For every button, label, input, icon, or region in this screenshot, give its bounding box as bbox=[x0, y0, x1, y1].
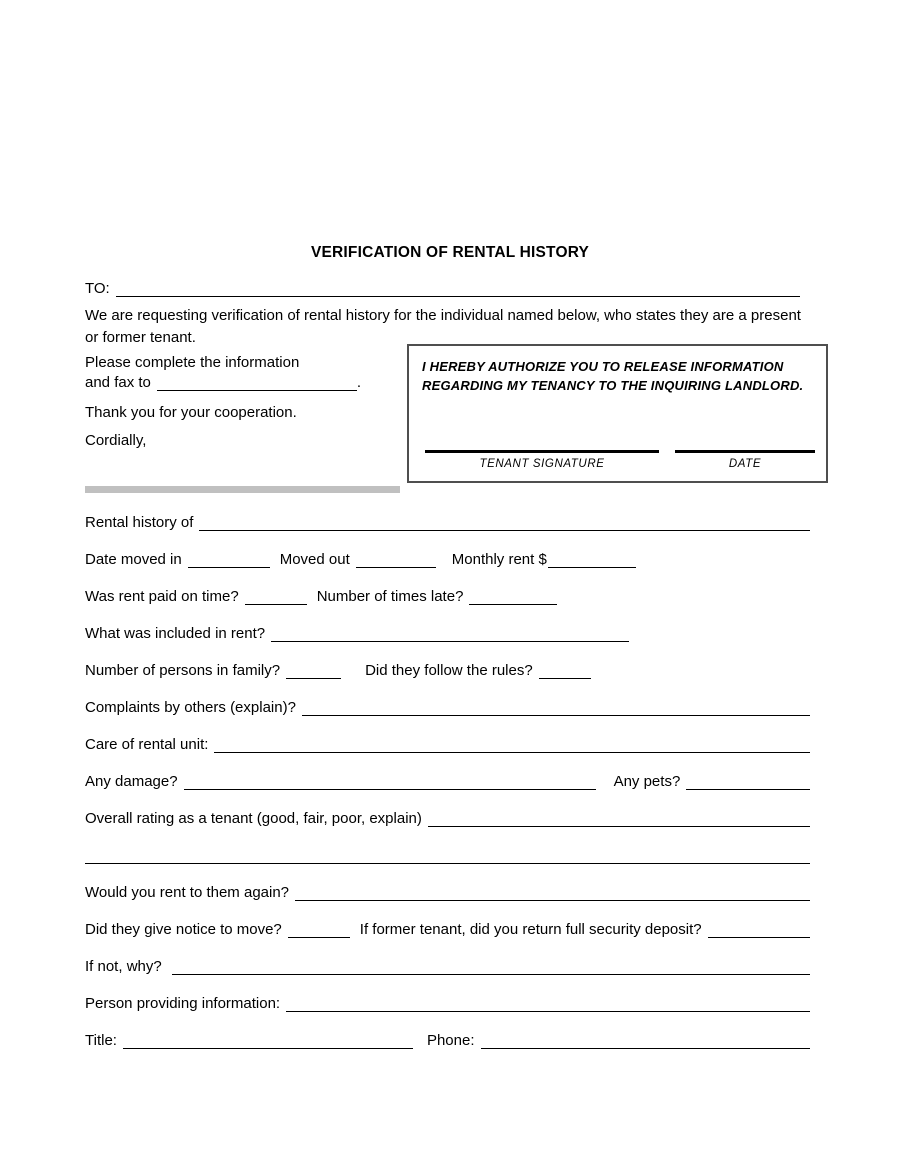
included-in-rent-row bbox=[85, 625, 810, 642]
follow-rules-label: Did they follow the rules? bbox=[365, 662, 533, 679]
to-row bbox=[85, 280, 800, 297]
complaints-row bbox=[85, 699, 810, 716]
rental-history-label: Rental history of bbox=[85, 514, 194, 531]
included-in-rent-label: What was included in rent? bbox=[85, 625, 266, 642]
signature-date-label: DATE bbox=[728, 458, 762, 470]
rent-on-time-row bbox=[85, 588, 810, 605]
rent-again-label: Would you rent to them again? bbox=[85, 884, 290, 901]
rent-on-time-label: Was rent paid on time? bbox=[85, 588, 239, 605]
times-late-label: Number of times late? bbox=[316, 588, 464, 605]
any-damage-label: Any damage? bbox=[85, 773, 178, 790]
rating-continuation-row bbox=[85, 847, 810, 864]
monthly-rent-label: Monthly rent $ bbox=[451, 551, 547, 568]
to-field-line[interactable] bbox=[116, 282, 800, 297]
rent-again-line[interactable] bbox=[295, 886, 810, 901]
any-damage-line[interactable] bbox=[184, 775, 596, 790]
tenant-signature-line[interactable] bbox=[425, 450, 659, 470]
rent-on-time-line[interactable] bbox=[245, 590, 307, 605]
title-line[interactable] bbox=[123, 1034, 413, 1049]
security-deposit-label: If former tenant, did you return full security deposit? bbox=[359, 921, 702, 938]
section-divider-bar bbox=[85, 486, 400, 493]
notice-deposit-row bbox=[85, 921, 810, 938]
moved-out-label: Moved out bbox=[279, 551, 350, 568]
rental-history-line[interactable] bbox=[199, 516, 810, 531]
care-of-unit-row bbox=[85, 736, 810, 753]
to-label: TO: bbox=[85, 280, 110, 297]
request-paragraph: We are requesting verification of rental history for the individual named below, who states they are a present or former tenant. bbox=[85, 307, 801, 346]
person-providing-row bbox=[85, 995, 810, 1012]
fax-period: . bbox=[356, 374, 362, 391]
thank-you-text: Thank you for your cooperation. bbox=[85, 404, 297, 421]
notice-to-move-label: Did they give notice to move? bbox=[85, 921, 282, 938]
if-not-why-line[interactable] bbox=[172, 960, 810, 975]
page-title: VERIFICATION OF RENTAL HISTORY bbox=[310, 244, 590, 261]
fax-label: and fax to bbox=[85, 374, 151, 391]
tenant-signature-label: TENANT SIGNATURE bbox=[479, 458, 605, 470]
title-label: Title: bbox=[85, 1032, 117, 1049]
authorization-statement: I HEREBY AUTHORIZE YOU TO RELEASE INFORMATION REGARDING MY TENANCY TO THE INQUIRING LANDLORD. bbox=[422, 359, 804, 393]
title-phone-row bbox=[85, 1032, 810, 1049]
persons-rules-row bbox=[85, 662, 810, 679]
any-pets-line[interactable] bbox=[686, 775, 810, 790]
phone-line[interactable] bbox=[481, 1034, 811, 1049]
complaints-label: Complaints by others (explain)? bbox=[85, 699, 296, 716]
overall-rating-row bbox=[85, 810, 810, 827]
overall-rating-line[interactable] bbox=[428, 812, 810, 827]
overall-rating-label: Overall rating as a tenant (good, fair, poor, explain) bbox=[85, 810, 422, 827]
signature-date-line[interactable] bbox=[675, 450, 815, 470]
please-complete-text: Please complete the information bbox=[85, 354, 300, 371]
cordially-text: Cordially, bbox=[85, 432, 147, 449]
phone-label: Phone: bbox=[426, 1032, 475, 1049]
fax-number-line[interactable] bbox=[157, 376, 357, 391]
care-of-unit-line[interactable] bbox=[214, 738, 810, 753]
complaints-line[interactable] bbox=[302, 701, 810, 716]
damage-pets-row bbox=[85, 773, 810, 790]
overall-rating-continuation-line[interactable] bbox=[85, 849, 810, 864]
rental-history-row bbox=[85, 514, 810, 531]
included-in-rent-line[interactable] bbox=[271, 627, 629, 642]
rent-again-row bbox=[85, 884, 810, 901]
date-moved-in-label: Date moved in bbox=[85, 551, 182, 568]
care-of-unit-label: Care of rental unit: bbox=[85, 736, 209, 753]
persons-in-family-label: Number of persons in family? bbox=[85, 662, 281, 679]
dates-rent-row bbox=[85, 551, 810, 568]
person-providing-label: Person providing information: bbox=[85, 995, 281, 1012]
form-fields-section bbox=[85, 514, 810, 1069]
authorization-box bbox=[407, 344, 828, 483]
monthly-rent-line[interactable] bbox=[548, 553, 636, 568]
persons-in-family-line[interactable] bbox=[286, 664, 341, 679]
fax-row bbox=[85, 374, 405, 391]
person-providing-line[interactable] bbox=[286, 997, 810, 1012]
date-moved-in-line[interactable] bbox=[188, 553, 270, 568]
if-not-why-row bbox=[85, 958, 810, 975]
if-not-why-label: If not, why? bbox=[85, 958, 162, 975]
times-late-line[interactable] bbox=[469, 590, 557, 605]
moved-out-line[interactable] bbox=[356, 553, 436, 568]
follow-rules-line[interactable] bbox=[539, 664, 591, 679]
notice-to-move-line[interactable] bbox=[288, 923, 350, 938]
any-pets-label: Any pets? bbox=[613, 773, 681, 790]
security-deposit-line[interactable] bbox=[708, 923, 810, 938]
